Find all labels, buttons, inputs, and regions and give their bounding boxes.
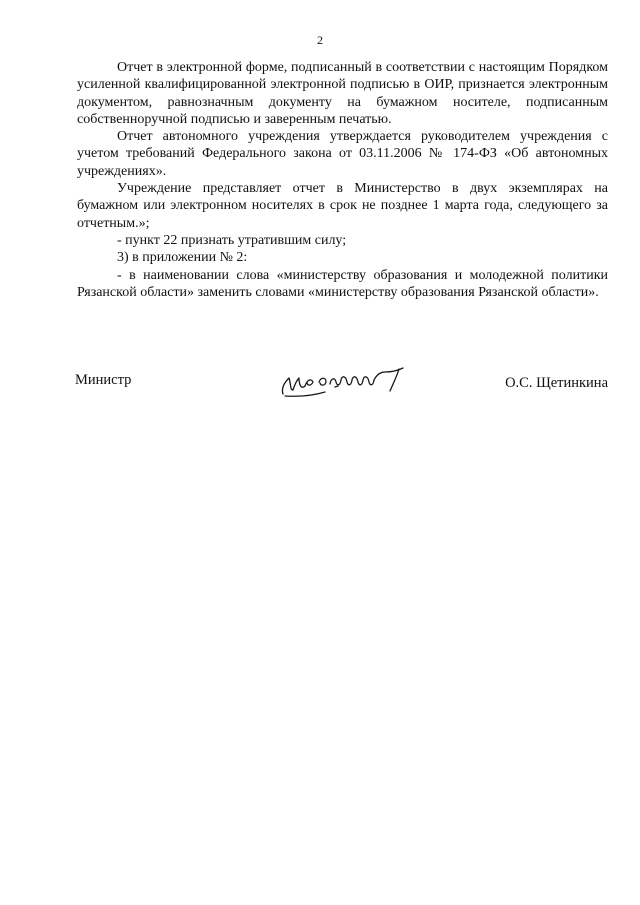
paragraph-approval: Отчет автономного учреждения утверждается руководителем учреждения с учетом требований Федерального закона от 03.11.2006 № 174-ФЗ «Об автономных учреждениях». <box>77 129 608 179</box>
signatory-name: О.С. Щетинкина <box>505 375 608 391</box>
document-body <box>77 59 608 301</box>
paragraph-electronic-report: Отчет в электронной форме, подписанный в соответствии с настоящим Порядком усиленной квалифицированной электронной подписью в ОИР, признается электронным документом, равнозначным документу на бумажном носителе, подписанным собственноручной подписью и заверенным печатью. <box>77 60 608 127</box>
paragraph-clause-22: - пункт 22 признать утратившим силу; <box>117 232 347 248</box>
handwritten-signature <box>275 360 420 400</box>
paragraph-appendix-2: 3) в приложении № 2: <box>117 250 248 266</box>
paragraph-submission: Учреждение представляет отчет в Министерство в двух экземплярах на бумажном или электронном носителях в срок не позднее 1 марта года, следующего за отчетным.»; <box>77 181 608 231</box>
signatory-title: Министр <box>75 372 132 388</box>
paragraph-name-replacement: - в наименовании слова «министерству образования и молодежной политики Рязанской области» заменить словами «министерству образования Рязанской области». <box>77 267 608 300</box>
page-number: 2 <box>317 33 323 47</box>
